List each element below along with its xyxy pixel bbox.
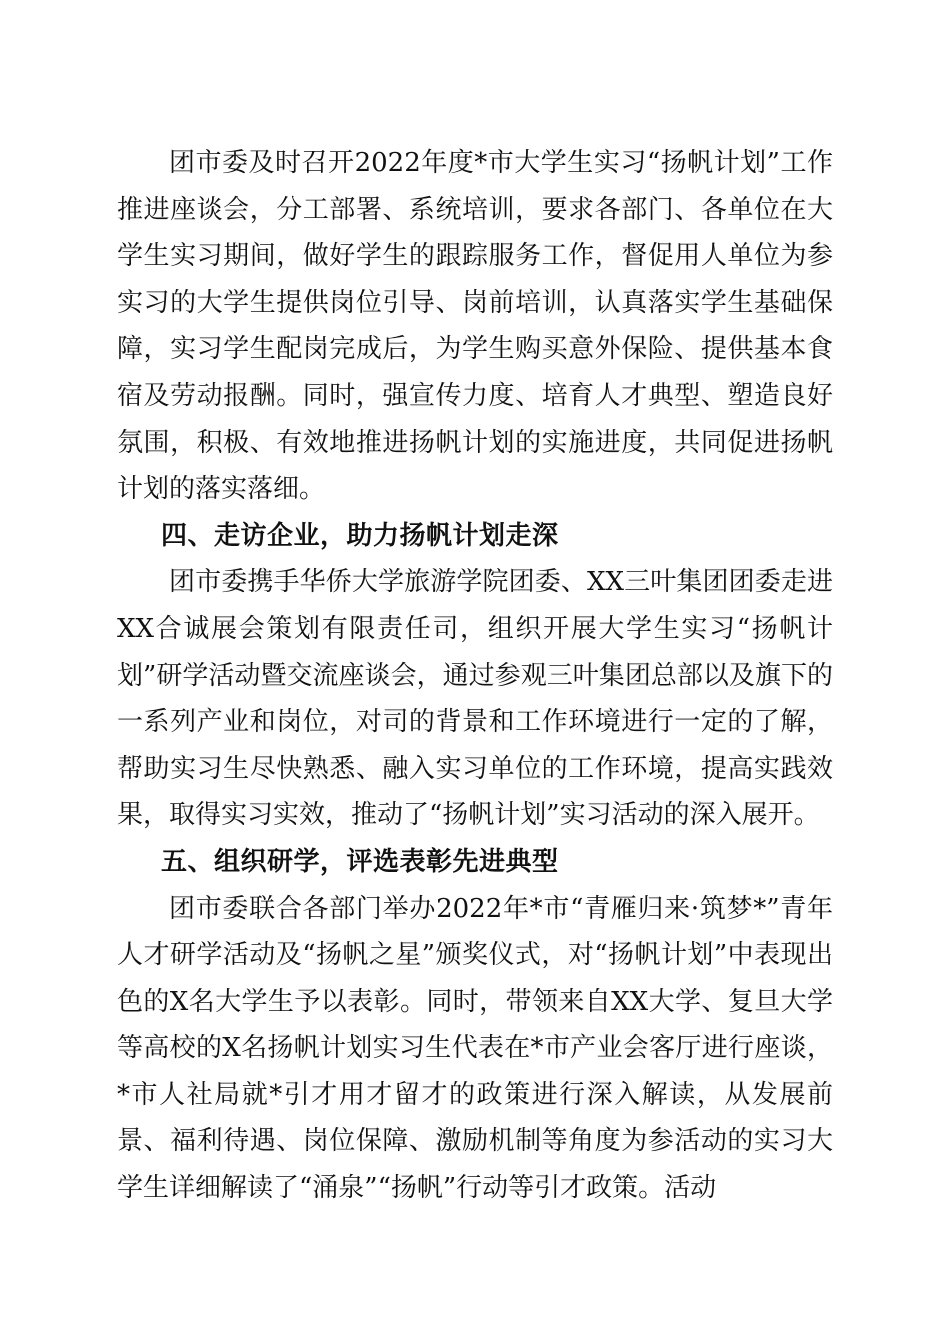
paragraph-meeting: 团市委及时召开2022年度*市大学生实习“扬帆计划”工作推进座谈会，分工部署、系统培训，要求各部门、各单位在大学生实习期间，做好学生的跟踪服务工作，督促用人单位为参实习的大学生提供岗位引导、岗前培训，认真落实学生基础保障，实习学生配岗完成后，为学生购买意外保险、提供基本食宿及劳动报酬。同时，强宣传力度、培育人才典型、塑造良好氛围，积极、有效地推进扬帆计划的实施进度，共同促进扬帆计划的落实落细。: [117, 148, 833, 505]
document-body: [117, 140, 833, 1212]
heading-section-five: 五、组织研学，评选表彰先进典型: [161, 846, 559, 877]
paragraph-study-award: 团市委联合各部门举办2022年*市“青雁归来·筑梦*”青年人才研学活动及“扬帆之星”颁奖仪式，对“扬帆计划”中表现出色的X名大学生予以表彰。同时，带领来自XX大学、复旦大学等高校的X名扬帆计划实习生代表在*市产业会客厅进行座谈，*市人社局就*引才用才留才的政策进行深入解读，从发展前景、福利待遇、岗位保障、激励机制等角度为参活动的实习大学生详细解读了“涌泉”“扬帆”行动等引才政策。活动: [117, 893, 833, 1204]
heading-section-four: 四、走访企业，助力扬帆计划走深: [161, 520, 559, 551]
paragraph-enterprise-visit: 团市委携手华侨大学旅游学院团委、XX三叶集团团委走进XX合诚展会策划有限责任司，组织开展大学生实习“扬帆计划”研学活动暨交流座谈会，通过参观三叶集团总部以及旗下的一系列产业和岗位，对司的背景和工作环境进行一定的了解，帮助实习生尽快熟悉、融入实习单位的工作环境，提高实践效果，取得实习实效，推动了“扬帆计划”实习活动的深入展开。: [117, 567, 833, 831]
